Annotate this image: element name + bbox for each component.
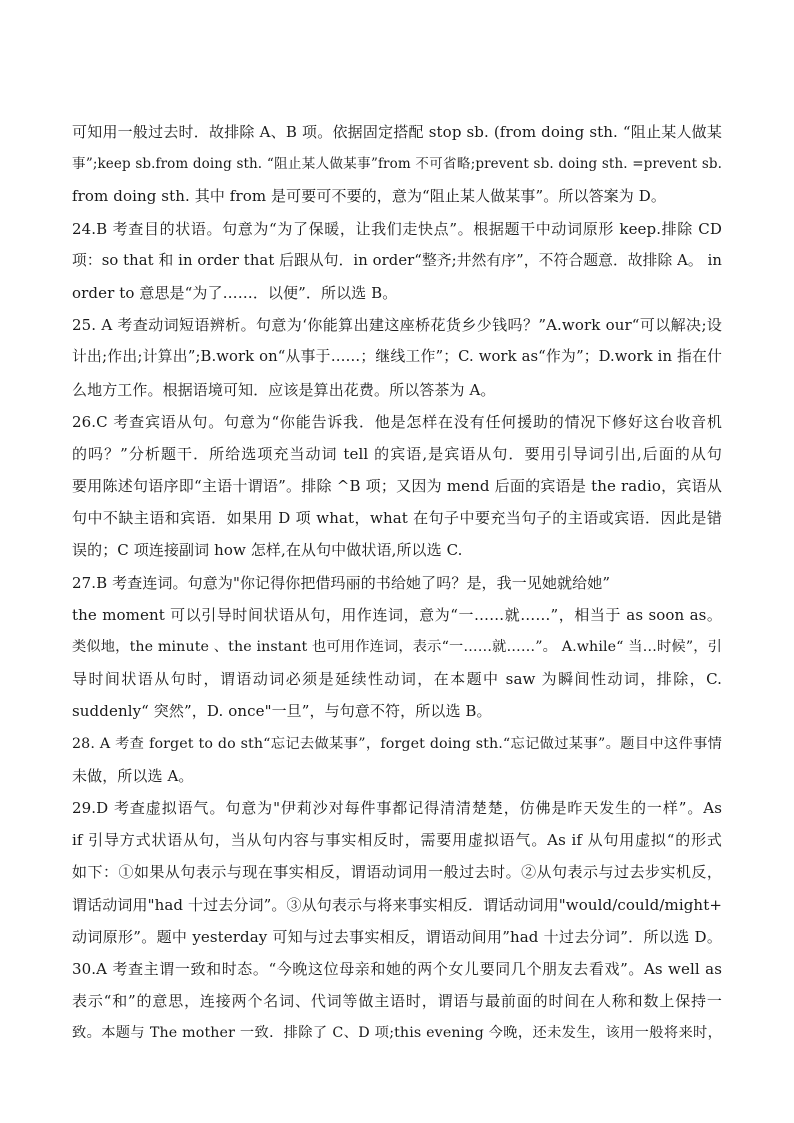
text-line-4: 24.B 考查目的状语。句意为“为了保暖，让我们走快点”。根据题干中动词原形 keep.排除 CD	[72, 219, 722, 238]
text-line-11: 的吗？”分析题干．所给选项充当动词 tell 的宾语,是宾语从句．要用引导词引出,后面的从句	[72, 444, 722, 463]
text-line-9: 么地方工作。根据语境可知．应该是算出花费。所以答茶为 A。	[72, 380, 496, 399]
text-line-18: 导时间状语从句时，谓语动词必须是延续性动词，在本题中 saw 为瞬间性动词，排除，C.	[72, 670, 722, 689]
text-line-5: 项：so that 和 in order that 后跟从句．in order“整齐;井然有序”，不符合题意．故排除 A。 in	[72, 251, 722, 269]
text-line-17: 类似地，the minute 、the instant 也可用作连词，表示“一……就……”。 A.while“ 当…时候”，引	[72, 639, 722, 655]
document-body	[72, 116, 722, 1049]
text-line-15: 27.B 考查连词。句意为"你记得你把借玛丽的书给她了吗？是，我一见她就给她”	[72, 573, 611, 592]
text-line-24: 如下：①如果从句表示与现在事实相反，谓语动词用一般过去时。②从句表示与过去步实机反，	[72, 863, 722, 882]
text-line-19: suddenly“ 突然”，D. once"一旦”，与句意不符，所以选 B。	[72, 702, 492, 721]
text-line-2: 事”;keep sb.from doing sth. “阻止某人做某事”from 不可省略;prevent sb. doing sth. =prevent sb.	[72, 156, 722, 173]
text-line-23: if 引导方式状语从句，当从句内容与事实相反时，需要用虚拟语气。As if 从句用虚拟“的形式	[72, 831, 722, 850]
text-line-26: 动词原形”。题中 yesterday 可知与过去事实相反，谓语动间用”had 十过去分词”．所以选 D。	[72, 927, 722, 946]
text-line-22: 29.D 考查虚拟语气。句意为"伊莉沙对每件事都记得清清楚楚，仿佛是昨天发生的一样”。As	[72, 798, 722, 817]
text-line-6: order to 意思是“为了……．以便”．所以选 B。	[72, 283, 398, 302]
text-line-7: 25. A 考查动词短语辨析。句意为‘你能算出建这座桥花货乡少钱吗？”A.work our“可以解决;设	[72, 316, 722, 335]
text-line-27: 30.A 考查主谓一致和时态。“今晚这位母亲和她的两个女儿要同几个朋友去看戏”。As well as	[72, 959, 722, 978]
text-line-3: from doing sth. 其中 from 是可要可不要的，意为“阻止某人做某事”。所以答案为 D。	[72, 187, 666, 206]
text-line-13: 句中不缺主语和宾语．如果用 D 项 what，what 在句子中要充当句子的主语或宾语．因此是错	[72, 509, 722, 528]
text-line-29: 致。本题与 The mother 一致．排除了 C、D 项;this evening 今晚，还未发生，该用一般将来时，	[72, 1025, 722, 1042]
text-line-8: 计出;作出;计算出”;B.work on“从事于……；继线工作”；C. work as“作为”；D.work in 指在什	[72, 348, 722, 366]
text-line-25: 谓话动词用"had 十过去分词”。③从句表示与将来事实相反．谓话动词用"would/could/might+	[72, 895, 722, 914]
text-line-20: 28. A 考查 forget to do sth“忘记去做某事”，forget doing sth.“忘记做过某事”。题目中这件事情	[72, 735, 722, 752]
text-line-10: 26.C 考查宾语从句。句意为“你能告诉我．他是怎样在没有任何援助的情况下修好这台收音机	[72, 412, 722, 431]
text-line-14: 误的；C 项连接副词 how 怎样,在从句中做状语,所以选 C.	[72, 541, 463, 560]
text-line-1: 可知用一般过去时．故排除 A、B 项。依据固定搭配 stop sb. (from doing sth. “阻止某人做某	[72, 123, 722, 141]
text-line-16: the moment 可以引导时间状语从句，用作连词，意为“一……就……”，相当于 as soon as。	[72, 605, 722, 624]
text-line-21: 未做，所以选 A。	[72, 766, 194, 785]
text-line-28: 表示“和”的意思，连接两个名词、代词等做主语时，谓语与最前面的时间在人称和数上保持一	[72, 992, 722, 1011]
text-line-12: 要用陈述句语序即“主语十谓语”。排除 ^B 项；又因为 mend 后面的宾语是 the radio，宾语从	[72, 477, 722, 496]
